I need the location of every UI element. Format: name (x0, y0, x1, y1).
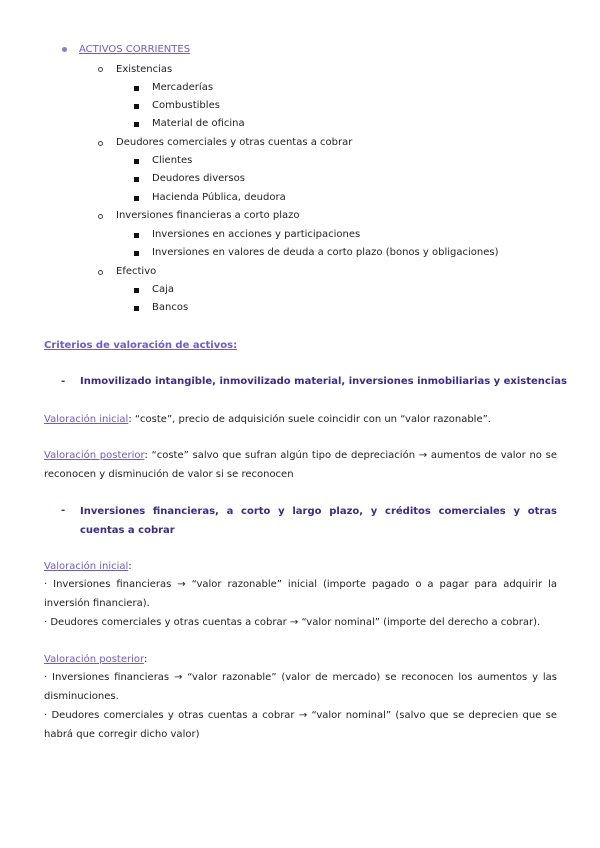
square-bullet-icon (134, 233, 139, 238)
circle-bullet-icon (98, 270, 103, 275)
activos-corrientes-link[interactable]: ACTIVOS CORRIENTES (79, 44, 191, 55)
criterios-heading: Criterios de valoración de activos: (44, 340, 238, 351)
colon: : (128, 561, 132, 572)
square-bullet-icon (134, 86, 139, 91)
valoracion-inicial-label: Valoración inicial (44, 561, 129, 572)
section2-valoracion-inicial (44, 557, 557, 576)
list-item: Mercaderías (152, 82, 214, 93)
dash-marker: - (61, 376, 66, 387)
group-label-inversiones: Inversiones financieras a corto plazo (116, 210, 300, 221)
list-item: Deudores diversos (152, 173, 245, 184)
valoracion-inicial-text: : “coste”, precio de adquisición suele coincidir con un “valor razonable”. (128, 414, 491, 425)
section2-posterior-line-2: · Deudores comerciales y otras cuentas a cobrar → “valor nominal” (salvo que se deprecien que se habrá que corregir dicho valor) (44, 710, 557, 740)
list-item: Inversiones en acciones y participaciones (152, 229, 361, 240)
list-item: Hacienda Pública, deudora (152, 192, 286, 203)
group-label-efectivo: Efectivo (116, 266, 157, 277)
dash-marker: - (61, 505, 66, 516)
square-bullet-icon (134, 251, 139, 256)
square-bullet-icon (134, 306, 139, 311)
section2-inicial-line-1: · Inversiones financieras → “valor razonable” inicial (importe pagado o a pagar para adquirir la inversión financiera). (44, 579, 557, 609)
colon: : (143, 654, 148, 665)
circle-bullet-icon (98, 141, 103, 146)
section1-valoracion-inicial (44, 410, 557, 429)
square-bullet-icon (134, 196, 139, 201)
list-item: Bancos (152, 302, 189, 313)
list-item: Inversiones en valores de deuda a corto plazo (bonos y obligaciones) (152, 247, 499, 258)
valoracion-posterior-text: : “coste” salvo que sufran algún tipo de depreciación → aumentos de valor no se reconocen y disminución de valor si se reconocen (44, 450, 557, 480)
square-bullet-icon (134, 159, 139, 164)
square-bullet-icon (134, 122, 139, 127)
list-item: Clientes (152, 155, 193, 166)
list-item: Material de oficina (152, 118, 245, 129)
circle-bullet-icon (98, 67, 103, 72)
section2-inicial-line-2: · Deudores comerciales y otras cuentas a cobrar → “valor nominal” (importe del derecho a cobrar). (44, 617, 541, 628)
circle-bullet-icon (98, 214, 103, 219)
group-label-existencias: Existencias (116, 64, 173, 75)
section2-posterior-line-1: · Inversiones financieras → “valor razonable” (valor de mercado) se reconocen los aumentos y las disminuciones. (44, 672, 557, 702)
square-bullet-icon (134, 177, 139, 182)
section2-valoracion-posterior (44, 650, 557, 669)
valoracion-posterior-label: Valoración posterior (44, 654, 144, 665)
section1-valoracion-posterior (44, 446, 557, 484)
section1-title: Inmovilizado intangible, inmovilizado material, inversiones inmobiliarias y existencias (80, 376, 567, 387)
square-bullet-icon (134, 288, 139, 293)
square-bullet-icon (134, 104, 139, 109)
group-label-deudores: Deudores comerciales y otras cuentas a cobrar (116, 137, 353, 148)
list-item: Combustibles (152, 100, 220, 111)
valoracion-posterior-label: Valoración posterior (44, 450, 145, 461)
list-item: Caja (152, 284, 175, 295)
valoracion-inicial-label: Valoración inicial (44, 414, 129, 425)
section2-title: Inversiones financieras, a corto y largo plazo, y créditos comerciales y otras cuentas a cobrar (80, 506, 557, 536)
bullet-dot-icon (62, 47, 67, 52)
